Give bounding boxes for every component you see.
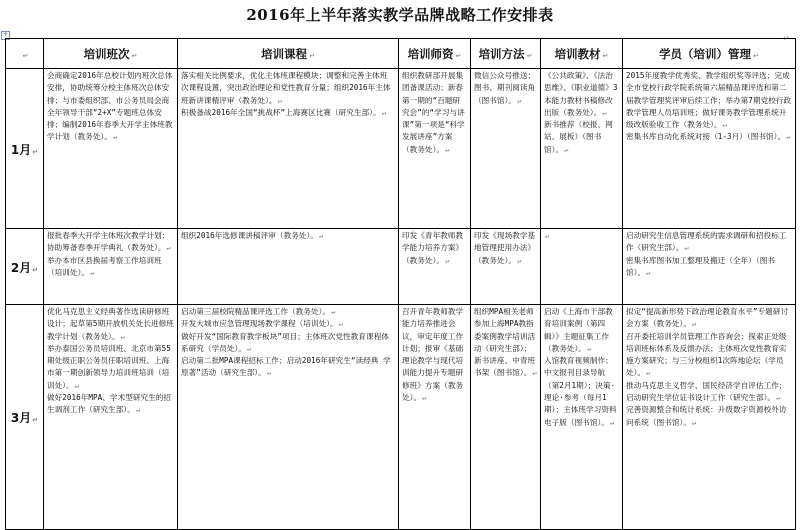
return-mark: ↵ xyxy=(602,52,609,60)
header-training-course xyxy=(178,39,399,69)
cell-paragraph xyxy=(181,331,395,356)
paragraph-text: 启动研究生信息管理系统的需求调研和招投标工作（研究生部）。 xyxy=(626,231,787,253)
paragraph-text: 积极备战2016年全国“挑战杯”上海赛区比赛（研究生部）。 xyxy=(181,107,381,117)
cell-paragraph xyxy=(544,355,619,429)
cell-paragraph xyxy=(626,306,792,331)
cell-paragraph xyxy=(544,306,619,355)
return-mark: ↵ xyxy=(381,108,386,117)
return-mark: ↵ xyxy=(247,344,252,353)
cell-training-class[interactable] xyxy=(44,229,178,305)
cell-paragraph xyxy=(626,230,792,255)
paragraph-text: 印发《青年教师教学能力培养方案》（教务处）。 xyxy=(402,231,464,265)
paragraph-text: 召开青年教师教学能力培养推进会议，审定年度工作计划；报审《基础理论教学与现代培训能力提升专题研修班》方案（教务处）。 xyxy=(402,307,464,403)
return-mark: ↵ xyxy=(32,265,39,274)
month-label: 3月 xyxy=(10,411,32,425)
cell-training-materials[interactable] xyxy=(541,229,623,305)
document-title: 2016年上半年落实教学品牌战略工作安排表 xyxy=(246,6,554,24)
cell-trainee-management[interactable] xyxy=(623,305,796,530)
return-mark: ↵ xyxy=(135,406,141,415)
paragraph-text: 印发《现场教学基地管理使用办法》（教务处）。 xyxy=(474,231,536,265)
return-mark: ↵ xyxy=(684,244,689,253)
return-mark: ↵ xyxy=(22,52,29,60)
return-mark: ↵ xyxy=(753,52,759,60)
return-mark: ↵ xyxy=(692,320,697,329)
cell-paragraph xyxy=(47,343,174,392)
cell-paragraph xyxy=(181,306,395,318)
month-label: 1月 xyxy=(10,142,32,157)
return-mark: ↵ xyxy=(786,133,791,142)
cell-paragraph xyxy=(47,230,174,255)
header-training-class xyxy=(44,39,178,69)
cell-paragraph xyxy=(47,306,174,343)
paragraph-text: 召开委托培训学员管理工作咨询会；探索正处级培训班标体系及反馈办法；主体班次党性教育实施方案研究；与三分校组织1次阵地论坛（学员处）。 xyxy=(626,331,787,378)
table-row xyxy=(6,305,796,530)
cell-training-faculty[interactable] xyxy=(399,305,471,530)
paragraph-text: 报批春季大开学主体班次教学计划；协助筹备春季开学典礼（教务处）。 xyxy=(47,231,170,253)
return-mark: ↵ xyxy=(526,52,533,60)
header-label: 培训方法 xyxy=(478,47,525,61)
cell-paragraph xyxy=(626,404,792,429)
month-cell xyxy=(6,229,44,305)
paragraph-text: 新书推荐（校报、网站、展板）（图书馆）。 xyxy=(544,120,613,154)
paragraph-text: 做好2016年MPA、学术型研究生的招生调剂工作（研究生部）。 xyxy=(47,393,172,415)
return-mark: ↵ xyxy=(455,52,462,60)
return-mark: ↵ xyxy=(319,232,324,240)
schedule-table xyxy=(5,38,796,530)
paragraph-text: 做好开发“国际教育教学板块”项目；主体班次党性教育课程体系研究（学员处）。 xyxy=(181,331,389,353)
return-mark: ↵ xyxy=(646,369,651,378)
cell-training-faculty[interactable] xyxy=(399,229,471,305)
paragraph-text: 推动马克思主义哲学、国民经济学自评估工作；启动研究生学位证书设计工作（研究生部）。 xyxy=(626,380,787,403)
paragraph-text: 举办本市区县换届考察工作培训班（培训处）。 xyxy=(47,255,162,277)
cell-paragraph xyxy=(402,230,467,267)
cell-paragraph xyxy=(47,392,174,417)
return-mark: ↵ xyxy=(120,332,125,341)
header-row xyxy=(6,39,796,69)
header-training-materials xyxy=(541,39,623,69)
table-row xyxy=(6,69,796,229)
cell-training-method[interactable] xyxy=(471,229,541,305)
return-mark: ↵ xyxy=(338,320,343,329)
return-mark: ↵ xyxy=(545,232,550,240)
paragraph-text: 开发大城市应急管理现场教学课程（培训处）。 xyxy=(181,319,338,329)
cell-training-class[interactable] xyxy=(44,69,178,229)
return-mark: ↵ xyxy=(331,308,336,316)
paragraph-text: 落实相关比例要求，优化主体班课程模块；调整和完善主体班次课程设置，突出政治理论和党性教育分量；组织2016年主体班新讲课精评审（教务处）。 xyxy=(181,71,391,105)
cell-paragraph xyxy=(544,70,619,119)
return-mark: ↵ xyxy=(166,244,171,253)
paragraph-return-mark: ↵ xyxy=(783,34,790,43)
cell-training-course[interactable] xyxy=(178,69,399,229)
header-training-faculty xyxy=(399,39,471,69)
paragraph-text: 组织教研部开展集团备课活动；新春第一期的“百题研究会”的“学习与讲课”第一项是“科学发展讲座”方案（教务处）。 xyxy=(402,71,465,154)
cell-paragraph xyxy=(402,70,467,156)
cell-training-faculty[interactable] xyxy=(399,69,471,229)
paragraph-text: 启动第二批MPA课程招标工作；启动2016年研究生“读经典 学原著”活动（研究生部）。 xyxy=(181,356,391,378)
cell-training-materials[interactable] xyxy=(541,69,623,229)
return-mark: ↵ xyxy=(602,108,607,117)
month-cell xyxy=(6,69,44,229)
return-mark: ↵ xyxy=(722,121,727,130)
cell-training-method[interactable] xyxy=(471,69,541,229)
header-label: 培训教材 xyxy=(554,47,601,61)
paragraph-text: 入馆教育视频制作；中文报刊目录导航（第2月1期）；决策·理论·参考（每月1期）；主体班学习资料电子版（图书馆）。 xyxy=(544,356,617,427)
return-mark: ↵ xyxy=(587,344,592,353)
cell-paragraph xyxy=(626,131,792,143)
return-mark: ↵ xyxy=(517,256,522,265)
cell-training-course[interactable] xyxy=(178,305,399,530)
cell-training-class[interactable] xyxy=(44,305,178,530)
cell-paragraph xyxy=(181,107,395,119)
cell-paragraph xyxy=(474,306,537,380)
table-row xyxy=(6,229,796,305)
table-anchor-icon[interactable]: + xyxy=(2,31,9,38)
cell-paragraph xyxy=(626,70,792,131)
paragraph-text: 组织2016年选修课讲稿评审（教务处）。 xyxy=(181,231,318,240)
return-mark: ↵ xyxy=(564,145,569,154)
header-label: 培训班次 xyxy=(83,47,130,61)
cell-training-course[interactable] xyxy=(178,229,399,305)
paragraph-text: 完善资源整合和统计系统：升级数字资源校外访问系统（图书馆）。 xyxy=(626,405,787,427)
cell-paragraph xyxy=(626,331,792,380)
paragraph-text: 会商确定2016年总校计划内班次总体安排，协助统筹分校主体班次总体安排；与市委组织部、市公务员局会商全年领导干部“2+X”专题班总体安排；编制2016年春季大开学主体班教学计划（教务处）。 xyxy=(47,71,173,142)
header-training-method xyxy=(471,39,541,69)
return-mark: ↵ xyxy=(309,52,315,60)
cell-paragraph xyxy=(181,355,395,380)
cell-paragraph xyxy=(474,70,537,107)
return-mark: ↵ xyxy=(74,381,80,390)
cell-paragraph xyxy=(626,255,792,280)
cell-paragraph xyxy=(47,255,174,280)
header-label: 学员（培训）管理 xyxy=(659,47,752,61)
paragraph-text: 举办泰国公务员培训班、北京市第55期处级正职公务员任职培训班、上海市第一期创新领导力培训班培训（培训处）。 xyxy=(47,343,171,390)
header-label: 培训师资 xyxy=(407,47,454,61)
paragraph-text: 启动第三届校院精品课评选工作（教务处）。 xyxy=(181,307,331,316)
cell-paragraph xyxy=(544,119,619,156)
return-mark: ↵ xyxy=(113,133,118,142)
month-cell xyxy=(6,305,44,530)
cell-training-materials[interactable] xyxy=(541,305,623,530)
cell-paragraph xyxy=(544,230,619,242)
header-label: 培训课程 xyxy=(261,47,308,61)
return-mark: ↵ xyxy=(445,145,450,154)
return-mark: ↵ xyxy=(776,394,781,403)
paragraph-text: 微信公众号推送；图书、期刊阅读角（图书馆）。 xyxy=(474,71,536,105)
cell-paragraph xyxy=(181,318,395,330)
return-mark: ↵ xyxy=(422,394,427,403)
return-mark: ↵ xyxy=(32,416,39,424)
paragraph-text: 2015年度教学优秀奖、教学组织奖等评选；完成全市党校行政学院系统第六届精品课评选和第二届教学管理奖评审后续工作；举办第7期党校行政教学管理人员培训班；做好课务教学管理系统升级改版验收工作（教务处）。 xyxy=(626,71,792,130)
cell-paragraph xyxy=(181,70,395,107)
cell-paragraph xyxy=(474,230,537,267)
return-mark: ↵ xyxy=(692,418,697,427)
paragraph-text: 《公共政策》、《法治思维》、《职业道德》3本能力教材书稿修改出版（教务处）。 xyxy=(544,71,618,117)
return-mark: ↵ xyxy=(532,369,537,378)
return-mark: ↵ xyxy=(610,418,615,427)
cell-paragraph xyxy=(626,380,792,405)
return-mark: ↵ xyxy=(90,268,95,277)
cell-paragraph xyxy=(181,230,395,242)
return-mark: ↵ xyxy=(266,369,272,378)
paragraph-text: 优化马克思主义经典著作选读研修班设计；起草第5期开放机关处长进修班教学计划（教务处）。 xyxy=(47,307,174,341)
paragraph-text: 拟定“提高新形势下政治理论教育水平”专题研讨会方案（教务处）。 xyxy=(626,307,789,329)
cell-training-method[interactable] xyxy=(471,305,541,530)
paragraph-text: 组织MPA相关老师参加上海MPA教指委案例教学培训活动（研究生部）；新书讲座、中青班书架（图书馆）。 xyxy=(474,307,536,378)
return-mark: ↵ xyxy=(517,96,522,105)
paragraph-text: 密集书库自动化系统对接（1-3月）（图书馆）。 xyxy=(626,132,786,142)
paragraph-text: 启动《上海市干部教育培训案例（第四辑）》主题征集工作（教务处）。 xyxy=(544,307,613,353)
cell-trainee-management[interactable] xyxy=(623,229,796,305)
cell-paragraph xyxy=(47,70,174,144)
return-mark: ↵ xyxy=(646,268,651,277)
return-mark: ↵ xyxy=(32,147,39,156)
paragraph-text: 密集书库图书加工整理及搬迁（全年）（图书馆）。 xyxy=(626,255,776,277)
header-trainee-management xyxy=(623,39,796,69)
return-mark: ↵ xyxy=(131,52,138,60)
month-label: 2月 xyxy=(10,260,32,275)
header-month xyxy=(6,39,44,69)
return-mark: ↵ xyxy=(445,256,450,265)
cell-paragraph xyxy=(402,306,467,404)
cell-trainee-management[interactable] xyxy=(623,69,796,229)
return-mark: ↵ xyxy=(277,96,282,105)
